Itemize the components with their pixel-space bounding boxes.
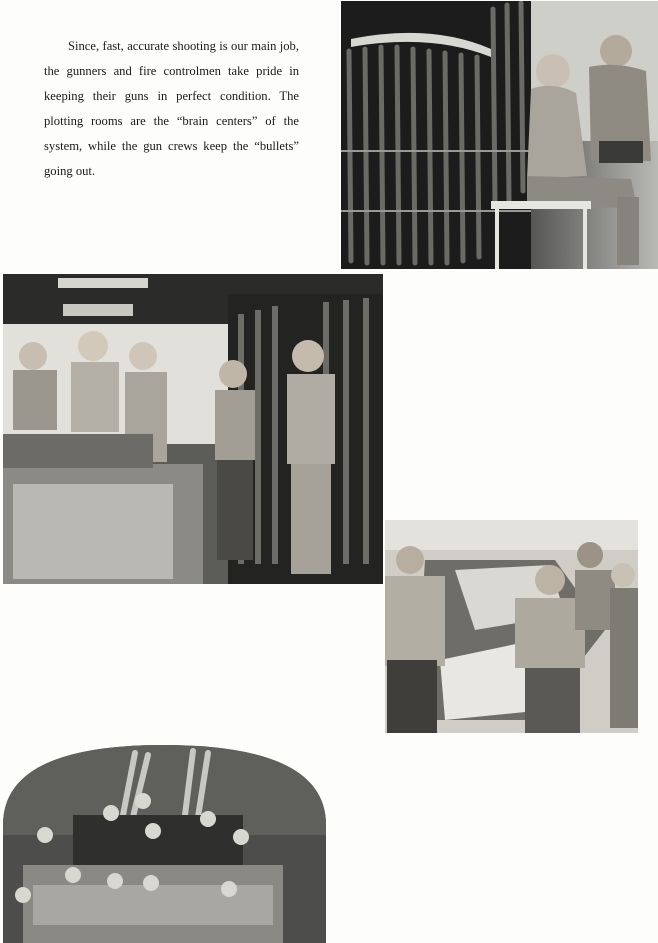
photo-gun-mount <box>3 745 326 943</box>
page-caption: Since, fast, accurate shooting is our main job, the gunners and fire controlmen take pride in keeping their guns in perfect condition. The plotting rooms are the “brain centers” of the system, while the gun crews keep the “bullets” going out. <box>44 39 299 178</box>
fire-control-computer-illustration <box>385 520 638 733</box>
rifle-rack-illustration <box>341 1 658 269</box>
plotting-room-illustration <box>3 274 383 584</box>
gun-mount-illustration <box>3 745 326 943</box>
photo-rifle-rack <box>341 1 658 269</box>
photo-plotting-room <box>3 274 383 584</box>
photo-fire-control-computer <box>385 520 638 733</box>
